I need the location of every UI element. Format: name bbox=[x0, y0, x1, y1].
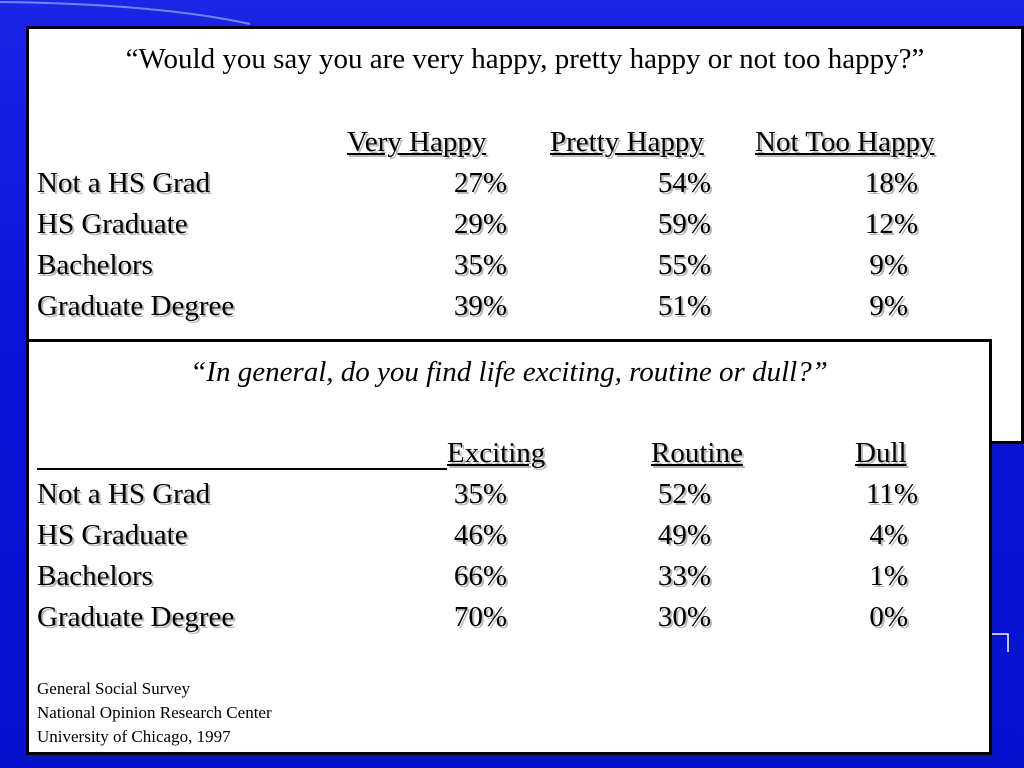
table-cell: 29% bbox=[453, 208, 507, 240]
table-cell: 35% bbox=[453, 478, 507, 510]
source-line-survey: General Social Survey bbox=[37, 679, 190, 698]
table-cell: 27% bbox=[453, 167, 507, 199]
row-label: Not a HS Grad bbox=[37, 167, 211, 199]
happiness-question: “Would you say you are very happy, pretty happy or not too happy?” bbox=[125, 43, 925, 75]
row-label: HS Graduate bbox=[37, 208, 188, 240]
table-cell: 9% bbox=[869, 249, 908, 281]
table-cell: 4% bbox=[869, 519, 908, 551]
table-cell: 11% bbox=[865, 478, 918, 510]
table-cell: 52% bbox=[657, 478, 711, 510]
header-exciting: Exciting bbox=[447, 437, 546, 469]
table-cell: 1% bbox=[869, 560, 908, 592]
table-cell: 70% bbox=[453, 601, 507, 633]
table-cell: 46% bbox=[453, 519, 507, 551]
row-label: Bachelors bbox=[37, 249, 153, 281]
row-label: Graduate Degree bbox=[37, 601, 235, 633]
source-line-university: University of Chicago, 1997 bbox=[37, 727, 231, 746]
table-cell: 33% bbox=[657, 560, 711, 592]
table-cell: 18% bbox=[864, 167, 918, 199]
row-label: Not a HS Grad bbox=[37, 478, 211, 510]
header-routine: Routine bbox=[651, 437, 743, 469]
table-cell: 59% bbox=[657, 208, 711, 240]
table-cell: 66% bbox=[453, 560, 507, 592]
header-pretty-happy: Pretty Happy bbox=[550, 126, 704, 158]
table-cell: 51% bbox=[657, 290, 711, 322]
table-cell: 9% bbox=[869, 290, 908, 322]
excitement-question: “In general, do you find life exciting, routine or dull?” bbox=[190, 356, 828, 388]
header-underline-rule bbox=[37, 468, 447, 470]
row-label: Graduate Degree bbox=[37, 290, 235, 322]
header-dull: Dull bbox=[855, 437, 907, 469]
table-cell: 30% bbox=[657, 601, 711, 633]
header-very-happy: Very Happy bbox=[347, 126, 487, 158]
table-cell: 12% bbox=[864, 208, 918, 240]
row-label: HS Graduate bbox=[37, 519, 188, 551]
excitement-survey-panel bbox=[26, 339, 992, 755]
table-cell: 54% bbox=[657, 167, 711, 199]
table-cell: 55% bbox=[657, 249, 711, 281]
header-not-too-happy: Not Too Happy bbox=[755, 126, 935, 158]
table-cell: 49% bbox=[657, 519, 711, 551]
table-cell: 35% bbox=[453, 249, 507, 281]
table-cell: 39% bbox=[453, 290, 507, 322]
row-label: Bachelors bbox=[37, 560, 153, 592]
source-line-center: National Opinion Research Center bbox=[37, 703, 272, 722]
table-cell: 0% bbox=[869, 601, 908, 633]
